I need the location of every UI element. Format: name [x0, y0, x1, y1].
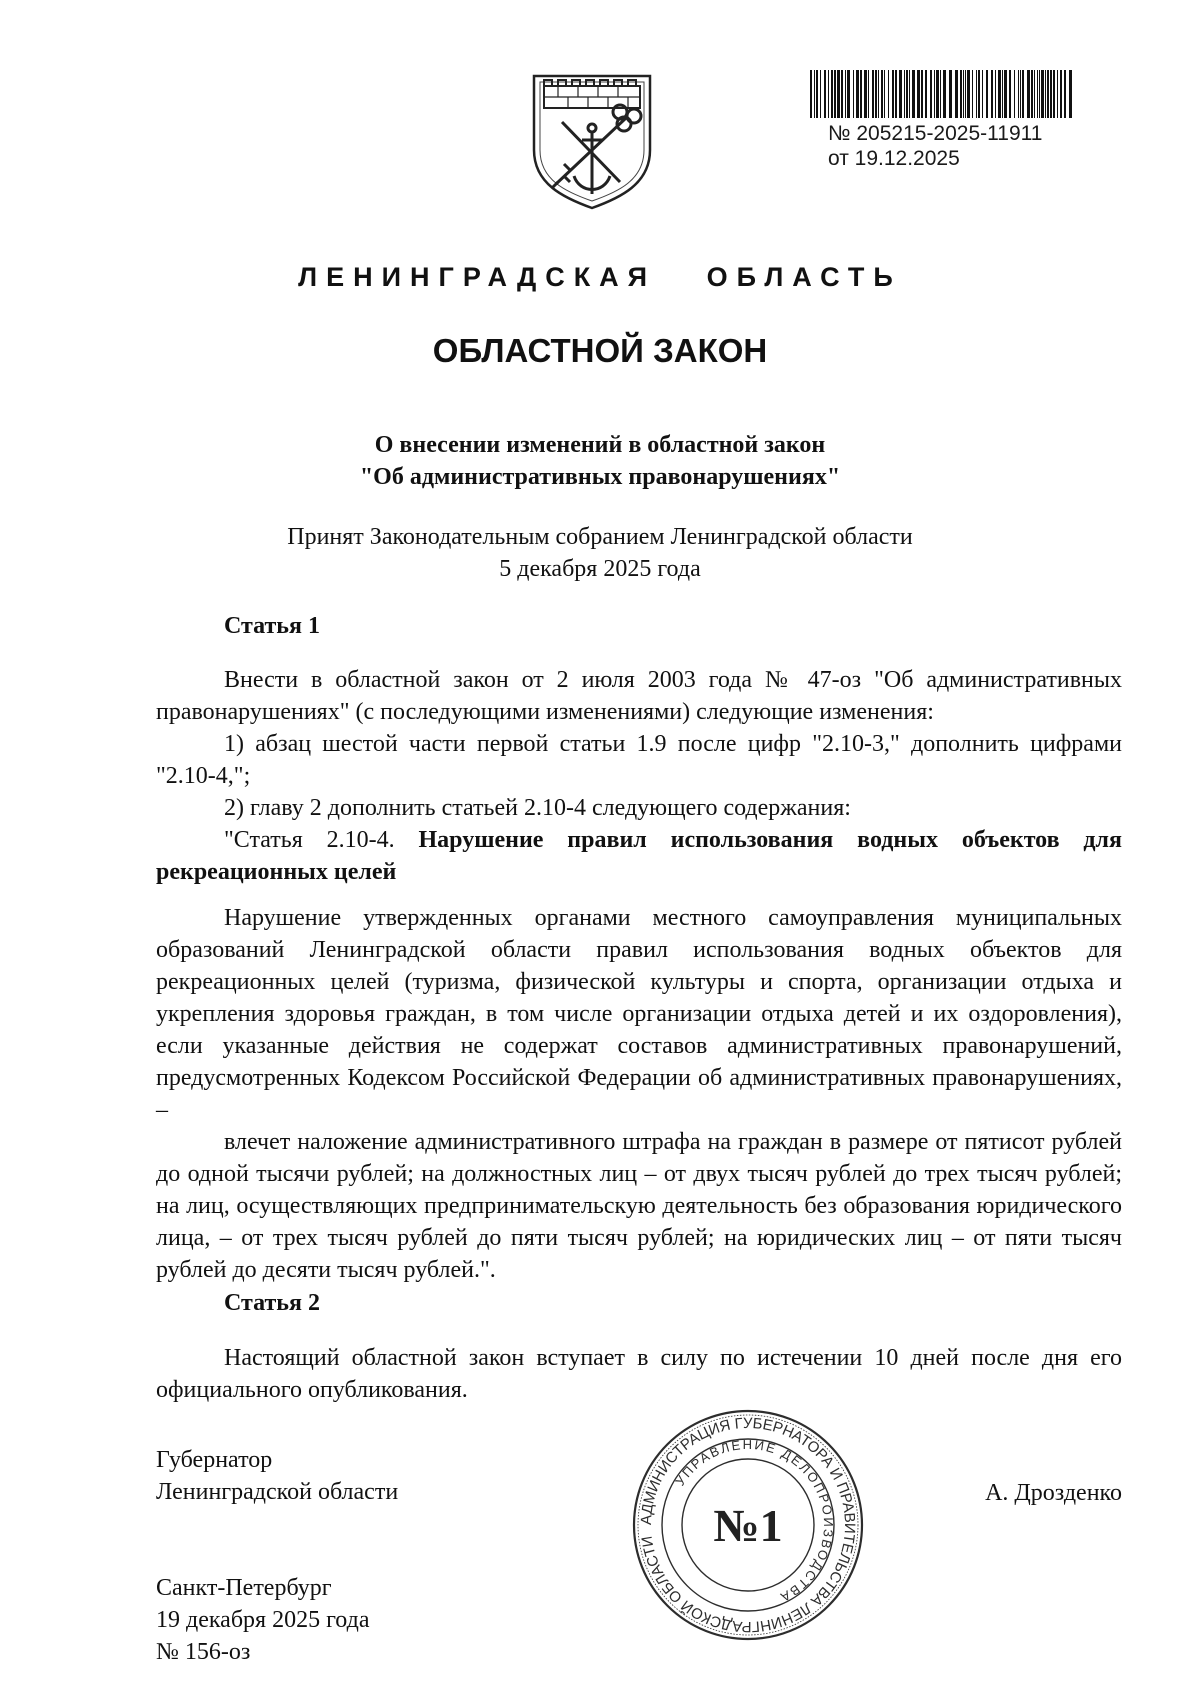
- law-number: № 156-оз: [156, 1639, 251, 1665]
- barcode-bar: [831, 70, 833, 118]
- barcode-bar: [936, 70, 939, 118]
- signatory-position-line-1: Губернатор: [156, 1447, 273, 1473]
- barcode-bar: [1064, 70, 1066, 118]
- barcode-bar: [1069, 70, 1072, 118]
- seal-center-text: №1: [713, 1500, 783, 1551]
- adoption-line-1: Принят Законодательным собранием Ленинградской области: [287, 524, 913, 550]
- seal-inner-text: УПРАВЛЕНИЕ ДЕЛОПРОИЗВОДСТВА: [672, 1436, 837, 1606]
- barcode-bar: [967, 70, 970, 118]
- barcode-bar: [828, 70, 829, 118]
- barcode-bar: [837, 70, 840, 118]
- barcode-bar: [1009, 70, 1011, 118]
- document-type-title: ОБЛАСТНОЙ ЗАКОН: [432, 332, 768, 369]
- barcode-bar: [1004, 70, 1007, 118]
- signatory-position-line-2: Ленинградской области: [156, 1479, 399, 1505]
- barcode-bar: [868, 70, 869, 118]
- barcode-bar: [892, 70, 894, 118]
- barcode-bar: [976, 70, 977, 118]
- article-1-item-2: 2) главу 2 дополнить статьей 2.10-4 следующего содержания:: [224, 795, 851, 821]
- new-article-disposition: Нарушение утвержденных органами местного самоуправления муниципальных образований Ленинградской области правил использования водных объектов для рекреационных целей (туризма, физической культуры и спорта, организации отдыха и укрепления здоровья граждан, в том числе организации отдыха детей и их оздоровления), если указанные действия не содержат составов административных правонарушений, предусмотренных Кодексом Российской Федерации об административных правонарушениях, –: [156, 905, 1122, 1123]
- barcode-bar: [860, 70, 862, 118]
- barcode-bar: [1014, 70, 1015, 118]
- barcode-bar: [943, 70, 946, 118]
- new-article-sanction: влечет наложение административного штрафа на граждан в размере от пятисот рублей до одной тысячи рублей; на должностных лиц – от двух тысяч рублей до трех тысяч рублей; на лиц, осуществляющих предпринимательскую деятельность без образования юридического лица, – от трех тысяч рублей до пяти тысяч рублей; на юридических лиц – от пяти тысяч рублей до десяти тысяч рублей.".: [156, 1129, 1122, 1283]
- barcode-bar: [925, 70, 927, 118]
- barcode-bar: [814, 70, 815, 118]
- article-2-heading: Статья 2: [224, 1290, 320, 1316]
- barcode-bar: [917, 70, 920, 118]
- barcode-bar: [816, 70, 818, 118]
- new-article-prefix: "Статья 2.10-4.: [224, 827, 395, 853]
- barcode-bar: [845, 70, 846, 118]
- barcode-bar: [909, 70, 910, 118]
- barcode-bar: [847, 70, 850, 118]
- barcode-bar: [824, 70, 826, 118]
- barcode-icon: [808, 70, 1078, 118]
- barcode-bar: [888, 70, 889, 118]
- barcode-bar: [934, 70, 935, 118]
- seal-outer-text: АДМИНИСТРАЦИЯ ГУБЕРНАТОРА И ПРАВИТЕЛЬСТВА ЛЕНИНГРАДСКОЙ ОБЛАСТИ: [637, 1414, 859, 1636]
- signing-place: Санкт-Петербург: [156, 1575, 332, 1601]
- article-1-item-1: 1) абзац шестой части первой статьи 1.9 после цифр "2.10-3," дополнить цифрами "2.10-4,";: [156, 731, 1122, 789]
- adoption-date: 5 декабря 2025 года: [499, 556, 701, 582]
- law-subject-line-1: О внесении изменений в областной закон: [374, 432, 826, 458]
- barcode-bar: [895, 70, 897, 118]
- registration-date: от 19.12.2025: [828, 147, 960, 170]
- new-article-heading: [156, 824, 1122, 888]
- barcode-bar: [834, 70, 836, 118]
- barcode-bar: [1031, 70, 1033, 118]
- barcode-bar: [841, 70, 843, 118]
- barcode-bar: [986, 70, 988, 118]
- signatory-name: А. Дрозденко: [985, 1480, 1122, 1506]
- barcode-bar: [955, 70, 958, 118]
- barcode-bar: [960, 70, 962, 118]
- barcode-bar: [949, 70, 952, 118]
- barcode-bar: [998, 70, 1001, 118]
- barcode-bar: [982, 70, 983, 118]
- barcode-bar: [884, 70, 885, 118]
- article-1-heading: Статья 1: [224, 613, 320, 639]
- barcode-bar: [978, 70, 980, 118]
- barcode-bar: [1002, 70, 1003, 118]
- barcode-bar: [904, 70, 905, 118]
- barcode-bar: [1057, 70, 1058, 118]
- barcode-bar: [881, 70, 883, 118]
- barcode-bar: [810, 70, 812, 118]
- barcode-bar: [853, 70, 854, 118]
- barcode-bar: [930, 70, 932, 118]
- barcode-bar: [906, 70, 908, 118]
- barcode-bar: [1053, 70, 1055, 118]
- barcode-bar: [864, 70, 867, 118]
- barcode-bar: [995, 70, 996, 118]
- barcode-bar: [1041, 70, 1044, 118]
- signing-date: 19 декабря 2025 года: [156, 1607, 370, 1633]
- law-subject-line-2: "Об административных правонарушениях": [359, 464, 841, 490]
- barcode-bar: [1022, 70, 1024, 118]
- barcode-bar: [1050, 70, 1052, 118]
- barcode-bar: [820, 70, 821, 118]
- official-seal: [630, 1407, 866, 1643]
- barcode-bar: [921, 70, 923, 118]
- region-title: ЛЕНИНГРАДСКАЯ ОБЛАСТЬ: [298, 262, 902, 292]
- article-2-text: Настоящий областной закон вступает в силу по истечении 10 дней после дня его официального опубликования.: [156, 1345, 1122, 1403]
- barcode-bar: [856, 70, 859, 118]
- coat-of-arms-icon: [528, 72, 656, 212]
- barcode-bar: [963, 70, 964, 118]
- barcode-bar: [1018, 70, 1019, 118]
- barcode-bar: [872, 70, 874, 118]
- signing-details: [156, 1572, 369, 1668]
- barcode-bar: [1039, 70, 1040, 118]
- registration-number: № 205215-2025-11911: [828, 122, 1043, 145]
- article-1-intro: Внести в областной закон от 2 июля 2003 года № 47-оз "Об административных правонарушениях" (с последующими изменениями) следующие изменения:: [156, 667, 1122, 725]
- barcode-bar: [912, 70, 915, 118]
- barcode-bar: [1020, 70, 1021, 118]
- barcode-bar: [1060, 70, 1062, 118]
- barcode-bar: [965, 70, 966, 118]
- barcode-bar: [1045, 70, 1046, 118]
- barcode-bar: [1027, 70, 1030, 118]
- barcode-bar: [1047, 70, 1049, 118]
- signatory-position: [156, 1444, 398, 1508]
- barcode-bar: [940, 70, 941, 118]
- barcode-bar: [1034, 70, 1035, 118]
- new-article-title: Нарушение правил использования водных объектов для рекреационных целей: [156, 827, 1123, 885]
- barcode-bar: [972, 70, 973, 118]
- barcode-bar: [899, 70, 902, 118]
- barcode-bar: [875, 70, 877, 118]
- barcode-bar: [878, 70, 879, 118]
- barcode-bar: [991, 70, 993, 118]
- barcode-bar: [1037, 70, 1038, 118]
